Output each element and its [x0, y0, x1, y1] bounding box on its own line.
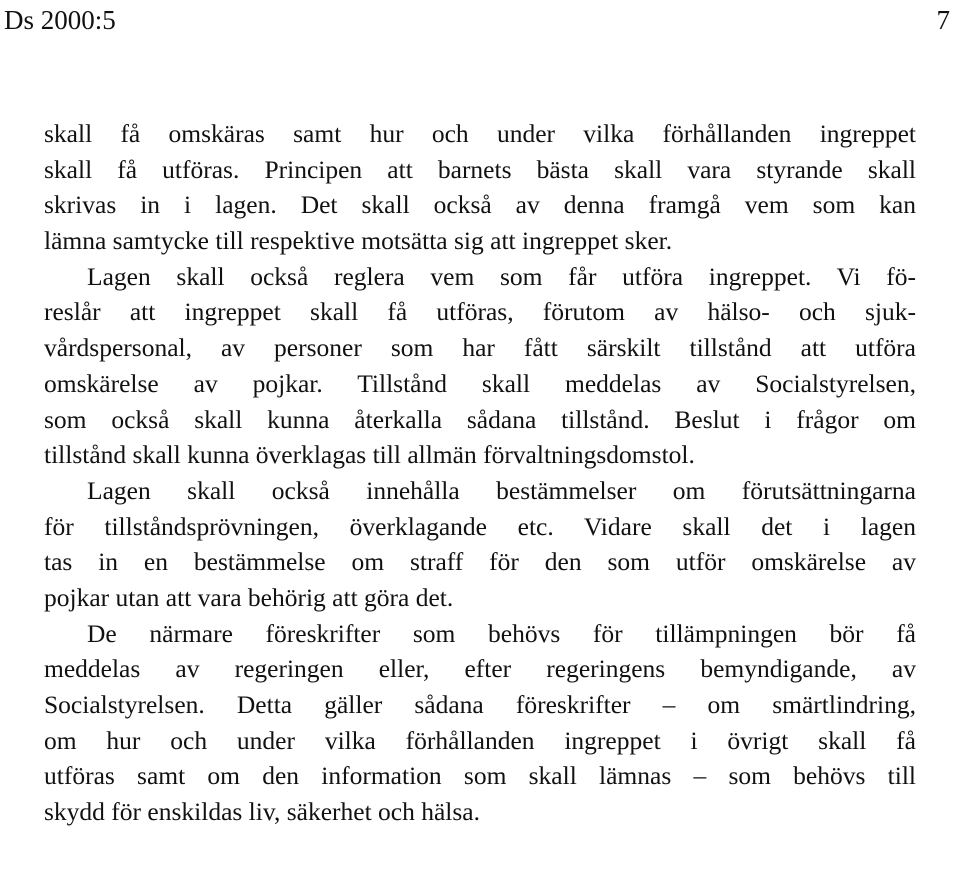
text-line: pojkar utan att vara behörig att göra det.: [44, 582, 454, 612]
text-line: Lagen skall också reglera vem som får utföra ingreppet. Vi fö-: [87, 261, 916, 291]
text-line: vårdspersonal, av personer som har fått särskilt tillstånd att utföra: [44, 333, 916, 363]
text-line: som också skall kunna återkalla sådana tillstånd. Beslut i frågor om: [44, 404, 916, 434]
text-line: Socialstyrelsen. Detta gäller sådana föreskrifter – om smärtlindring,: [44, 690, 916, 719]
body-text: [44, 116, 916, 830]
text-line: lämna samtycke till respektive motsätta sig att ingreppet sker.: [44, 226, 673, 256]
running-header: [4, 2, 950, 38]
text-line: De närmare föreskrifter som behövs för tillämpningen bör få: [87, 618, 916, 648]
document-id: Ds 2000:5: [4, 5, 116, 35]
page-number: 7: [936, 5, 950, 35]
text-line: för tillståndsprövningen, överklagande etc. Vidare skall det i lagen: [44, 511, 916, 541]
text-line: omskärelse av pojkar. Tillstånd skall meddelas av Socialstyrelsen,: [44, 368, 916, 398]
text-line: Lagen skall också innehålla bestämmelser om förutsättningarna: [87, 475, 916, 505]
text-line: skydd för enskildas liv, säkerhet och hälsa.: [44, 797, 480, 827]
text-line: utföras samt om den information som skall lämnas – som behövs till: [44, 761, 916, 791]
text-line: skrivas in i lagen. Det skall också av denna framgå vem som kan: [44, 190, 916, 220]
text-line: tillstånd skall kunna överklagas till allmän förvaltningsdomstol.: [44, 440, 695, 470]
text-line: tas in en bestämmelse om straff för den som utför omskärelse av: [44, 547, 916, 577]
text-line: skall få omskäras samt hur och under vilka förhållanden ingreppet: [44, 119, 916, 148]
text-line: reslår att ingreppet skall få utföras, förutom av hälso- och sjuk-: [44, 297, 916, 327]
text-line: skall få utföras. Principen att barnets bästa skall vara styrande skall: [44, 154, 916, 184]
text-line: meddelas av regeringen eller, efter regeringens bemyndigande, av: [44, 654, 916, 684]
text-line: om hur och under vilka förhållanden ingreppet i övrigt skall få: [44, 725, 916, 755]
